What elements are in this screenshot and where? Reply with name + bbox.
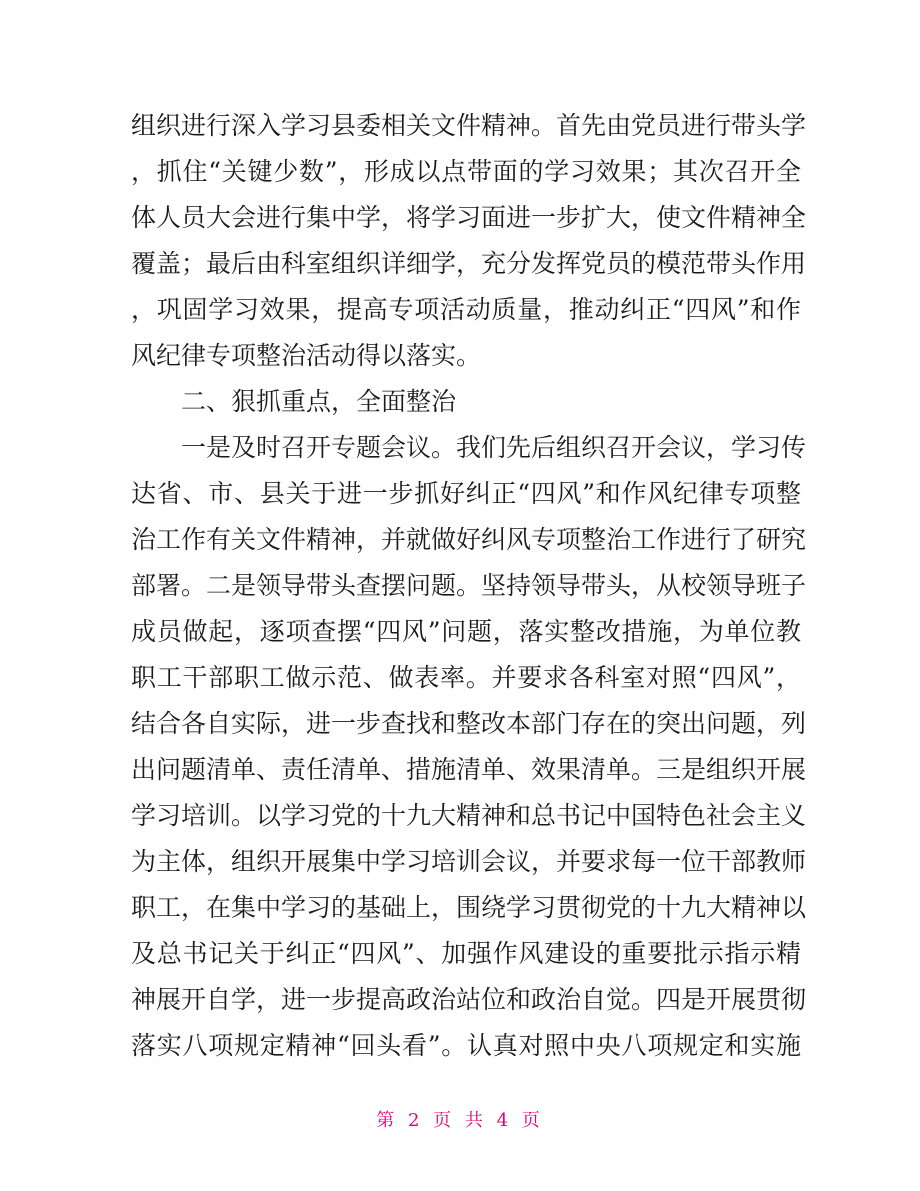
text-line: 出问题清单、责任清单、措施清单、效果清单。三是组织开展 <box>131 755 807 784</box>
text-line: 成员做起，逐项查摆“四风”问题，落实整改措施，为单位教 <box>131 617 801 646</box>
text-line: 为主体，组织开展集中学习培训会议，并要求每一位干部教师 <box>131 847 807 876</box>
text-line: 部署。二是领导带头查摆问题。坚持领导带头，从校领导班子 <box>131 571 807 600</box>
page-number-footer: 第 2 页 共 4 页 <box>376 1110 544 1131</box>
text-line: 体人员大会进行集中学，将学习面进一步扩大，使文件精神全 <box>131 203 807 232</box>
text-line: 组织进行深入学习县委相关文件精神。首先由党员进行带头学 <box>131 111 807 140</box>
text-line: 达省、市、县关于进一步抓好纠正“四风”和作风纪律专项整 <box>131 479 801 508</box>
text-line: 覆盖；最后由科室组织详细学，充分发挥党员的模范带头作用 <box>131 249 807 278</box>
text-line: 学习培训。以学习党的十九大精神和总书记中国特色社会主义 <box>131 801 807 830</box>
text-line: 神展开自学，进一步提高政治站位和政治自觉。四是开展贯彻 <box>131 985 807 1014</box>
text-line: ，巩固学习效果，提高专项活动质量，推动纠正“四风”和作 <box>131 295 801 324</box>
text-line: 一是及时召开专题会议。我们先后组织召开会议，学习传 <box>181 433 807 462</box>
body-text <box>131 103 807 1069</box>
text-line: 风纪律专项整治活动得以落实。 <box>131 341 482 370</box>
text-line: 落实八项规定精神“回头看”。认真对照中央八项规定和实施 <box>131 1031 801 1060</box>
text-line: 结合各自实际，进一步查找和整改本部门存在的突出问题，列 <box>131 709 807 738</box>
section-heading: 二、狠抓重点，全面整治 <box>181 387 457 416</box>
text-line: 及总书记关于纠正“四风”、加强作风建设的重要批示指示精 <box>131 939 801 968</box>
text-line: 职工，在集中学习的基础上，围绕学习贯彻党的十九大精神以 <box>131 893 807 922</box>
text-line: 治工作有关文件精神，并就做好纠风专项整治工作进行了研究 <box>131 525 807 554</box>
text-line: 职工干部职工做示范、做表率。并要求各科室对照“四风”， <box>131 663 801 692</box>
text-line: ，抓住“关键少数”，形成以点带面的学习效果；其次召开全 <box>131 157 801 186</box>
